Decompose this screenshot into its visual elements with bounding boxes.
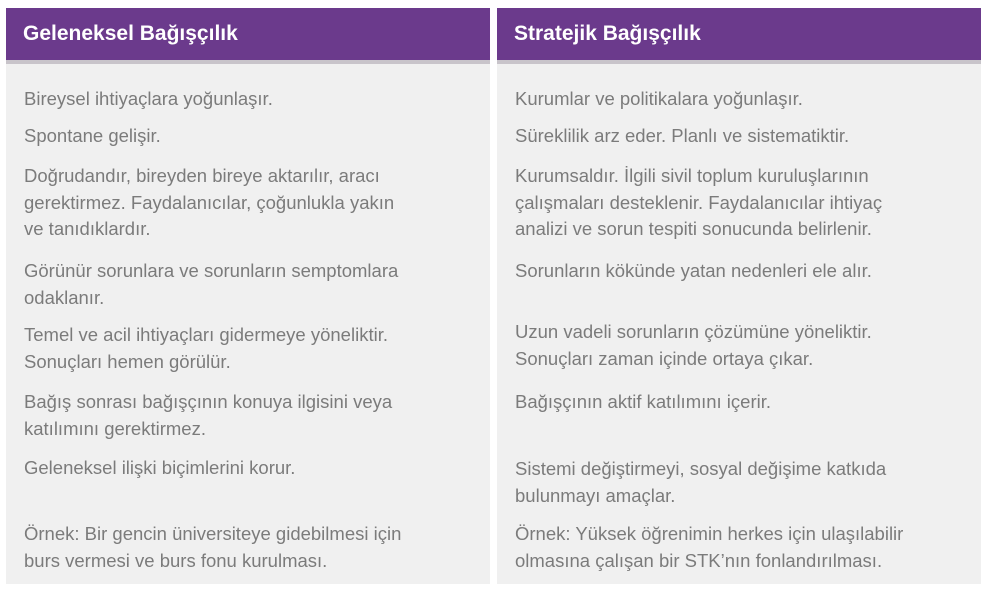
traditional-cell-5: Temel ve acil ihtiyaçları gidermeye yöneliktir. Sonuçları hemen görülür. [24, 324, 388, 372]
strategic-cell-3: Kurumsaldır. İlgili sivil toplum kuruluşlarının çalışmaları desteklenir. Faydalanıcılar ihtiyaç analizi ve sorun tespiti sonucunda belirlenir. [515, 165, 883, 239]
traditional-cell-7: Geleneksel ilişki biçimlerini korur. [24, 457, 296, 478]
traditional-cell-6: Bağış sonrası bağışçının konuya ilgisini veya katılımını gerektirmez. [24, 391, 393, 439]
traditional-cell-4: Görünür sorunlara ve sorunların semptomlara odaklanır. [24, 260, 399, 308]
traditional-cell-2: Spontane gelişir. [24, 125, 161, 146]
traditional-column [6, 8, 490, 584]
strategic-cell-7: Sistemi değiştirmeyi, sosyal değişime katkıda bulunmayı amaçlar. [515, 458, 887, 506]
strategic-cell-4: Sorunların kökünde yatan nedenleri ele alır. [515, 260, 872, 281]
traditional-cell-3: Doğrudandır, bireyden bireye aktarılır, aracı gerektirmez. Faydalanıcılar, çoğunlukla yakın ve tanıdıklardır. [24, 165, 395, 239]
traditional-cell-8: Örnek: Bir gencin üniversiteye gidebilmesi için burs vermesi ve burs fonu kurulması. [24, 523, 402, 571]
traditional-header: Geleneksel Bağışçılık [6, 8, 490, 60]
strategic-cell-5: Uzun vadeli sorunların çözümüne yöneliktir. Sonuçları zaman içinde ortaya çıkar. [515, 321, 872, 369]
strategic-column [497, 8, 981, 584]
strategic-body [497, 64, 981, 584]
traditional-body [6, 64, 490, 584]
traditional-cell-1: Bireysel ihtiyaçlara yoğunlaşır. [24, 88, 273, 109]
strategic-cell-2: Süreklilik arz eder. Planlı ve sistematiktir. [515, 125, 850, 146]
strategic-cell-8: Örnek: Yüksek öğrenimin herkes için ulaşılabilir olmasına çalışan bir STK’nın fonlandırılması. [515, 523, 904, 571]
strategic-cell-1: Kurumlar ve politikalara yoğunlaşır. [515, 88, 803, 109]
strategic-header: Stratejik Bağışçılık [497, 8, 981, 60]
strategic-cell-6: Bağışçının aktif katılımını içerir. [515, 391, 772, 412]
